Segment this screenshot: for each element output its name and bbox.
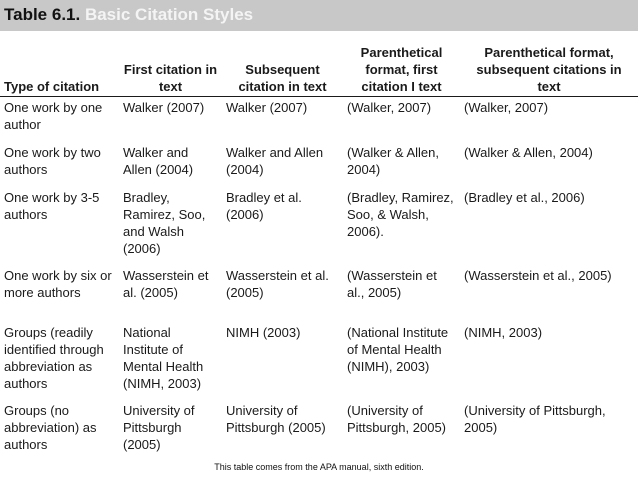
- table-cell: Groups (no abbreviation) as authors: [4, 403, 97, 452]
- table-cell: Walker and Allen (2004): [226, 145, 324, 177]
- header-row: [0, 31, 638, 97]
- table-row: [0, 265, 638, 322]
- citation-table: [0, 31, 638, 459]
- table-cell: University of Pittsburgh (2005): [226, 403, 326, 435]
- table-cell: One work by two authors: [4, 145, 101, 177]
- table-cell: (University of Pittsburgh, 2005): [464, 403, 606, 435]
- table-cell: (NIMH, 2003): [464, 325, 543, 340]
- table-cell: Walker and Allen (2004): [123, 145, 194, 177]
- table-cell: (University of Pittsburgh, 2005): [347, 403, 447, 435]
- table-cell: Wasserstein et al. (2005): [226, 268, 329, 300]
- table-cell: (Walker & Allen, 2004): [347, 145, 439, 177]
- table-number: Table 6.1.: [4, 5, 81, 24]
- table-row: [0, 322, 638, 400]
- table-cell: One work by 3-5 authors: [4, 190, 100, 222]
- table-cell: (Walker & Allen, 2004): [464, 145, 593, 160]
- column-header-first-citation: First citation in text: [119, 31, 222, 97]
- table-cell: Bradley et al. (2006): [226, 190, 302, 222]
- table-cell: (National Institute of Mental Health (NIMH), 2003): [347, 325, 449, 374]
- table-cell: Wasserstein et al. (2005): [123, 268, 209, 300]
- table-cell: Groups (readily identified through abbreviation as authors: [4, 325, 104, 391]
- column-header-type: Type of citation: [0, 31, 119, 97]
- table-cell: Bradley, Ramirez, Soo, and Walsh (2006): [123, 190, 206, 256]
- column-header-parenthetical-first: Parenthetical format, first citation I text: [343, 31, 460, 97]
- table-title: [0, 0, 638, 31]
- table-cell: Walker (2007): [226, 100, 308, 115]
- table-cell: NIMH (2003): [226, 325, 301, 340]
- table-cell: (Walker, 2007): [464, 100, 549, 115]
- column-header-subsequent-citation: Subsequent citation in text: [222, 31, 343, 97]
- table-name: Basic Citation Styles: [84, 5, 254, 24]
- table-cell: (Bradley, Ramirez, Soo, & Walsh, 2006).: [347, 190, 454, 239]
- table-cell: (Wasserstein et al., 2005): [464, 268, 612, 283]
- table-cell: National Institute of Mental Health (NIMH, 2003): [123, 325, 204, 391]
- table-row: [0, 97, 638, 143]
- table-cell: (Walker, 2007): [347, 100, 432, 115]
- table-cell: One work by six or more authors: [4, 268, 112, 300]
- table-row: [0, 187, 638, 265]
- table-footnote: This table comes from the APA manual, sixth edition.: [214, 462, 424, 472]
- table-cell: (Bradley et al., 2006): [464, 190, 585, 205]
- column-header-parenthetical-subsequent: Parenthetical format, subsequent citations in text: [460, 31, 638, 97]
- table-cell: Walker (2007): [123, 100, 205, 115]
- table-cell: University of Pittsburgh (2005): [123, 403, 195, 452]
- table-row: [0, 400, 638, 459]
- table-cell: (Wasserstein et al., 2005): [347, 268, 437, 300]
- table-row: [0, 142, 638, 187]
- table-cell: One work by one author: [4, 100, 103, 132]
